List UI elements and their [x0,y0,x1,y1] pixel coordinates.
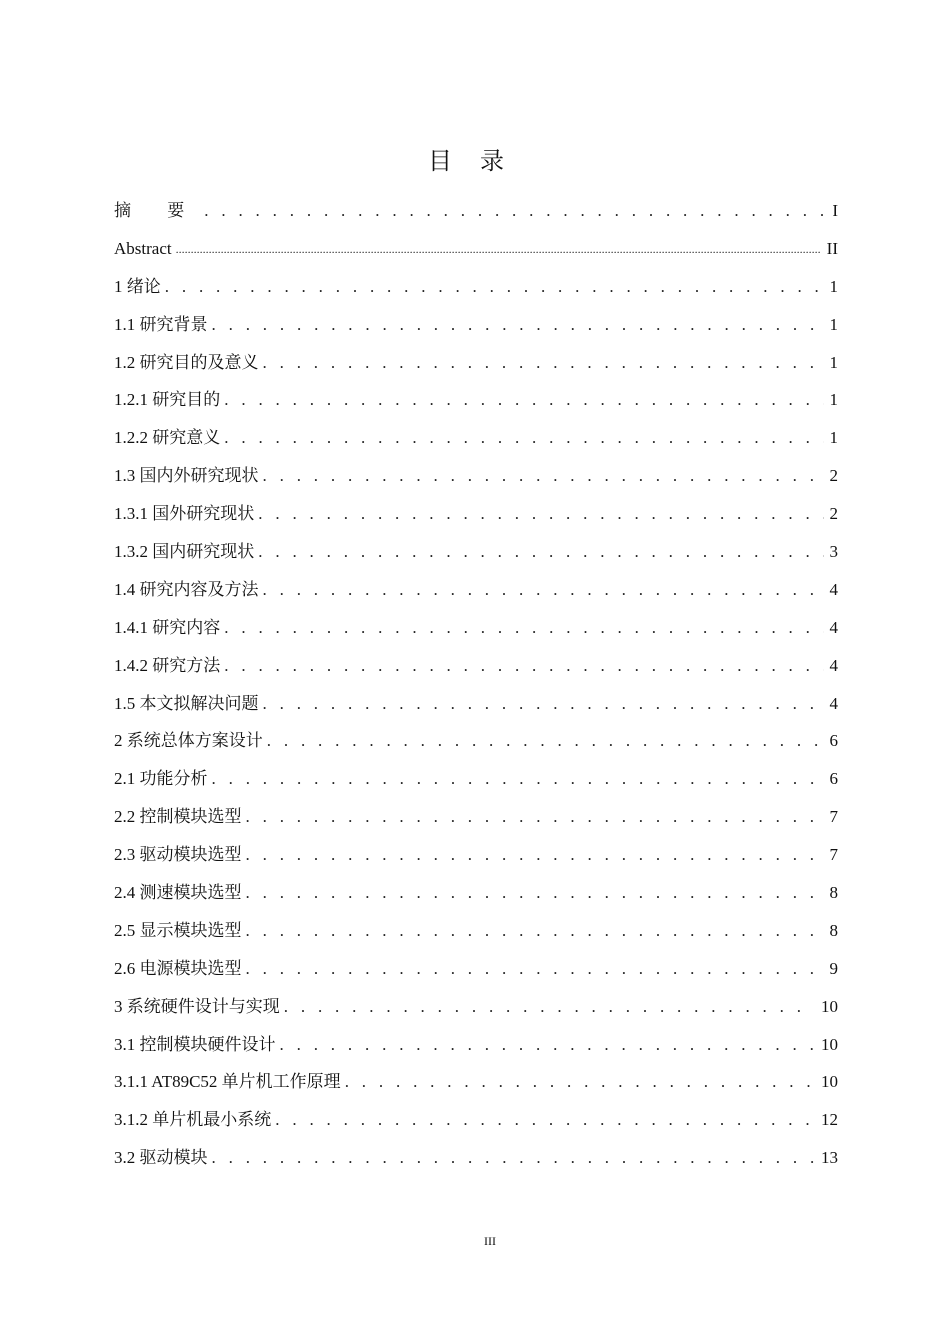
toc-entry-page: 3 [829,541,838,561]
toc-entry-page: 7 [829,845,838,865]
toc-leader-dots [263,580,824,600]
toc-leader-dots [246,883,824,903]
toc-entry[interactable] [114,950,838,988]
toc-leader-dots [263,353,824,373]
toc-entry[interactable] [114,533,838,571]
toc-entry-label: 2.1 功能分析 [114,769,208,789]
toc-leader-dots [212,1148,816,1168]
toc-leader-dots [224,390,823,410]
toc-entry-label: 3.1.2 单片机最小系统 [114,1110,272,1130]
toc-leader-dots [258,542,823,562]
toc-entry-label: 1.4 研究内容及方法 [114,579,259,599]
toc-entry-label: 2.3 驱动模块选型 [114,845,242,865]
toc-entry-page: 12 [821,1110,838,1130]
toc-entry[interactable] [114,230,838,268]
toc-entry-label: 3.1.1 AT89C52 单片机工作原理 [114,1072,341,1092]
toc-leader-dots [246,959,824,979]
toc-entry-label: 2.6 电源模块选型 [114,958,242,978]
toc-entry-label: 摘 要 [114,200,201,220]
toc-entry-label: 2 系统总体方案设计 [114,731,263,751]
toc-leader-dots [246,807,824,827]
page-title: 目录 [428,147,532,175]
toc-leader-dots [224,618,823,638]
toc-entry-label: 1.2.2 研究意义 [114,428,221,448]
toc-entry[interactable] [114,571,838,609]
toc-entry[interactable] [114,647,838,685]
toc-entry-page: 10 [821,1034,838,1054]
toc-leader-dots [284,997,815,1017]
toc-leader-dots [263,694,824,714]
toc-leader-dots [165,277,824,297]
toc-entry-label: 1.5 本文拟解决问题 [114,693,259,713]
toc-entry-page: 4 [829,655,838,675]
toc-entry-page: 10 [821,996,838,1016]
toc-entry[interactable] [114,306,838,344]
toc-entry-label: 3.2 驱动模块 [114,1148,208,1168]
toc-entry[interactable] [114,798,838,836]
toc-entry-page: 7 [829,807,838,827]
toc-leader-dots [258,504,823,524]
toc-entry[interactable] [114,685,838,723]
toc-entry-page: 4 [829,579,838,599]
page-number: III [484,1234,496,1248]
toc-entry-page: 4 [829,693,838,713]
toc-leader-dots [246,845,824,865]
toc-entry[interactable] [114,1101,838,1139]
toc-entry-page: 9 [829,958,838,978]
toc-entry[interactable] [114,344,838,382]
toc-entry-page: I [832,200,838,220]
toc-entry[interactable] [114,381,838,419]
toc-entry-page: 2 [829,466,838,486]
toc-leader-dots [275,1110,815,1130]
toc-entry-label: 2.4 测速模块选型 [114,882,242,902]
table-of-contents [114,192,838,1177]
toc-entry-label: 1.2.1 研究目的 [114,390,221,410]
toc-entry-label: 3 系统硬件设计与实现 [114,996,280,1016]
toc-entry-label: 1.4.2 研究方法 [114,655,221,675]
toc-entry-page: 1 [829,428,838,448]
toc-entry-label: 1.3.2 国内研究现状 [114,541,255,561]
toc-entry-page: 1 [829,314,838,334]
toc-entry-page: 4 [829,617,838,637]
toc-entry-label: 1.1 研究背景 [114,314,208,334]
toc-entry[interactable] [114,760,838,798]
toc-entry[interactable] [114,1139,838,1177]
toc-entry[interactable] [114,722,838,760]
toc-entry-page: 13 [821,1148,838,1168]
toc-leader-dots [176,239,821,259]
toc-entry[interactable] [114,495,838,533]
toc-entry[interactable] [114,457,838,495]
toc-entry-label: 2.5 显示模块选型 [114,920,242,940]
toc-leader-dots [212,769,824,789]
toc-leader-dots [204,201,826,221]
toc-leader-dots [267,731,824,751]
toc-entry-label: 1.3.1 国外研究现状 [114,504,255,524]
toc-entry-label: Abstract [114,238,172,258]
toc-leader-dots [224,656,823,676]
toc-entry[interactable] [114,609,838,647]
toc-entry[interactable] [114,874,838,912]
toc-entry[interactable] [114,836,838,874]
toc-leader-dots [224,428,823,448]
toc-entry-label: 1.4.1 研究内容 [114,617,221,637]
toc-entry-page: 6 [829,731,838,751]
toc-entry-page: 2 [829,504,838,524]
toc-entry-page: 6 [829,769,838,789]
toc-entry-label: 1.3 国内外研究现状 [114,466,259,486]
toc-entry-label: 3.1 控制模块硬件设计 [114,1034,276,1054]
toc-entry-page: 1 [829,276,838,296]
toc-entry-page: 8 [829,882,838,902]
toc-entry-page: II [826,238,838,258]
toc-entry[interactable] [114,419,838,457]
toc-entry[interactable] [114,912,838,950]
toc-entry[interactable] [114,1026,838,1064]
toc-leader-dots [263,466,824,486]
toc-entry-page: 1 [829,352,838,372]
toc-entry[interactable] [114,988,838,1026]
toc-leader-dots [212,315,824,335]
toc-entry-label: 1.2 研究目的及意义 [114,352,259,372]
toc-leader-dots [280,1035,816,1055]
toc-entry-label: 2.2 控制模块选型 [114,807,242,827]
toc-entry-label: 1 绪论 [114,276,161,296]
toc-leader-dots [345,1072,815,1092]
toc-entry-page: 8 [829,920,838,940]
toc-entry-page: 1 [829,390,838,410]
toc-leader-dots [246,921,824,941]
toc-entry[interactable] [114,268,838,306]
toc-entry[interactable] [114,1063,838,1101]
toc-entry[interactable] [114,192,838,230]
toc-entry-page: 10 [821,1072,838,1092]
